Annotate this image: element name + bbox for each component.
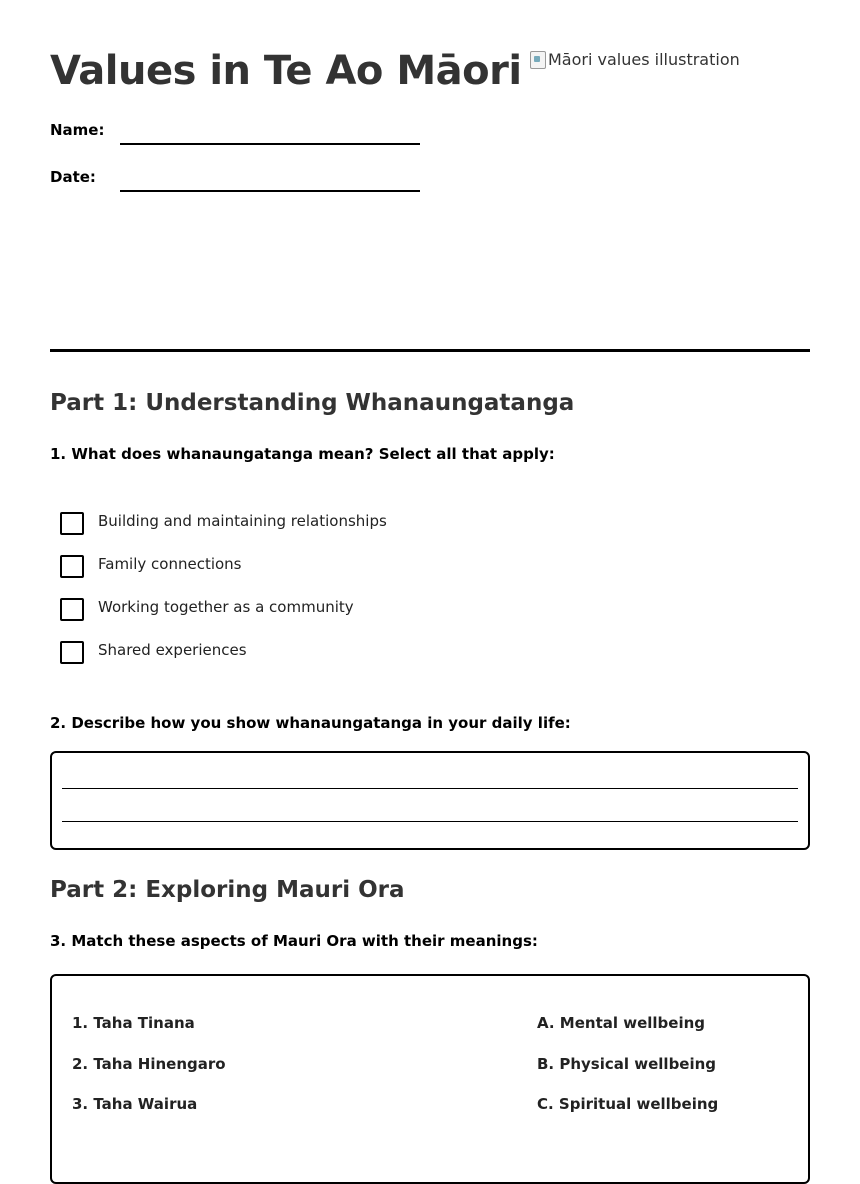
match-meanings-list xyxy=(537,1014,718,1136)
answer-line[interactable] xyxy=(62,788,798,789)
question-2: 2. Describe how you show whanaungatanga in your daily life: xyxy=(50,714,571,732)
broken-image-icon xyxy=(530,51,546,69)
checkbox-list xyxy=(60,510,760,682)
question-1: 1. What does whanaungatanga mean? Select all that apply: xyxy=(50,445,555,463)
checkbox[interactable] xyxy=(60,512,84,535)
question-3: 3. Match these aspects of Mauri Ora with their meanings: xyxy=(50,932,538,950)
part1-title: Part 1: Understanding Whanaungatanga xyxy=(50,390,575,416)
checkbox-option[interactable] xyxy=(60,639,760,682)
date-input-line[interactable] xyxy=(120,190,420,192)
checkbox[interactable] xyxy=(60,598,84,621)
image-alt-text: Māori values illustration xyxy=(548,50,740,69)
name-label: Name: xyxy=(50,121,105,139)
part2-title: Part 2: Exploring Mauri Ora xyxy=(50,877,405,903)
answer-box[interactable] xyxy=(50,751,810,850)
page-title: Values in Te Ao Māori xyxy=(50,48,522,94)
checkbox-label: Family connections xyxy=(98,555,242,573)
checkbox-label: Shared experiences xyxy=(98,641,247,659)
checkbox[interactable] xyxy=(60,555,84,578)
match-term: 3. Taha Wairua xyxy=(72,1095,198,1113)
divider xyxy=(50,349,810,352)
match-terms-list xyxy=(72,1014,226,1136)
checkbox-label: Building and maintaining relationships xyxy=(98,512,387,530)
date-field xyxy=(50,168,430,198)
date-label: Date: xyxy=(50,168,96,186)
match-term: 1. Taha Tinana xyxy=(72,1014,195,1032)
name-input-line[interactable] xyxy=(120,143,420,145)
checkbox-option[interactable] xyxy=(60,510,760,553)
checkbox-option[interactable] xyxy=(60,596,760,639)
answer-line[interactable] xyxy=(62,821,798,822)
match-meaning: C. Spiritual wellbeing xyxy=(537,1095,719,1113)
checkbox-option[interactable] xyxy=(60,553,760,596)
name-field xyxy=(50,121,430,151)
match-meaning: A. Mental wellbeing xyxy=(537,1014,706,1032)
checkbox[interactable] xyxy=(60,641,84,664)
match-term: 2. Taha Hinengaro xyxy=(72,1054,226,1073)
checkbox-label: Working together as a community xyxy=(98,598,354,616)
illustration-image xyxy=(530,50,740,69)
match-meaning: B. Physical wellbeing xyxy=(537,1054,717,1073)
matching-box xyxy=(50,974,810,1184)
